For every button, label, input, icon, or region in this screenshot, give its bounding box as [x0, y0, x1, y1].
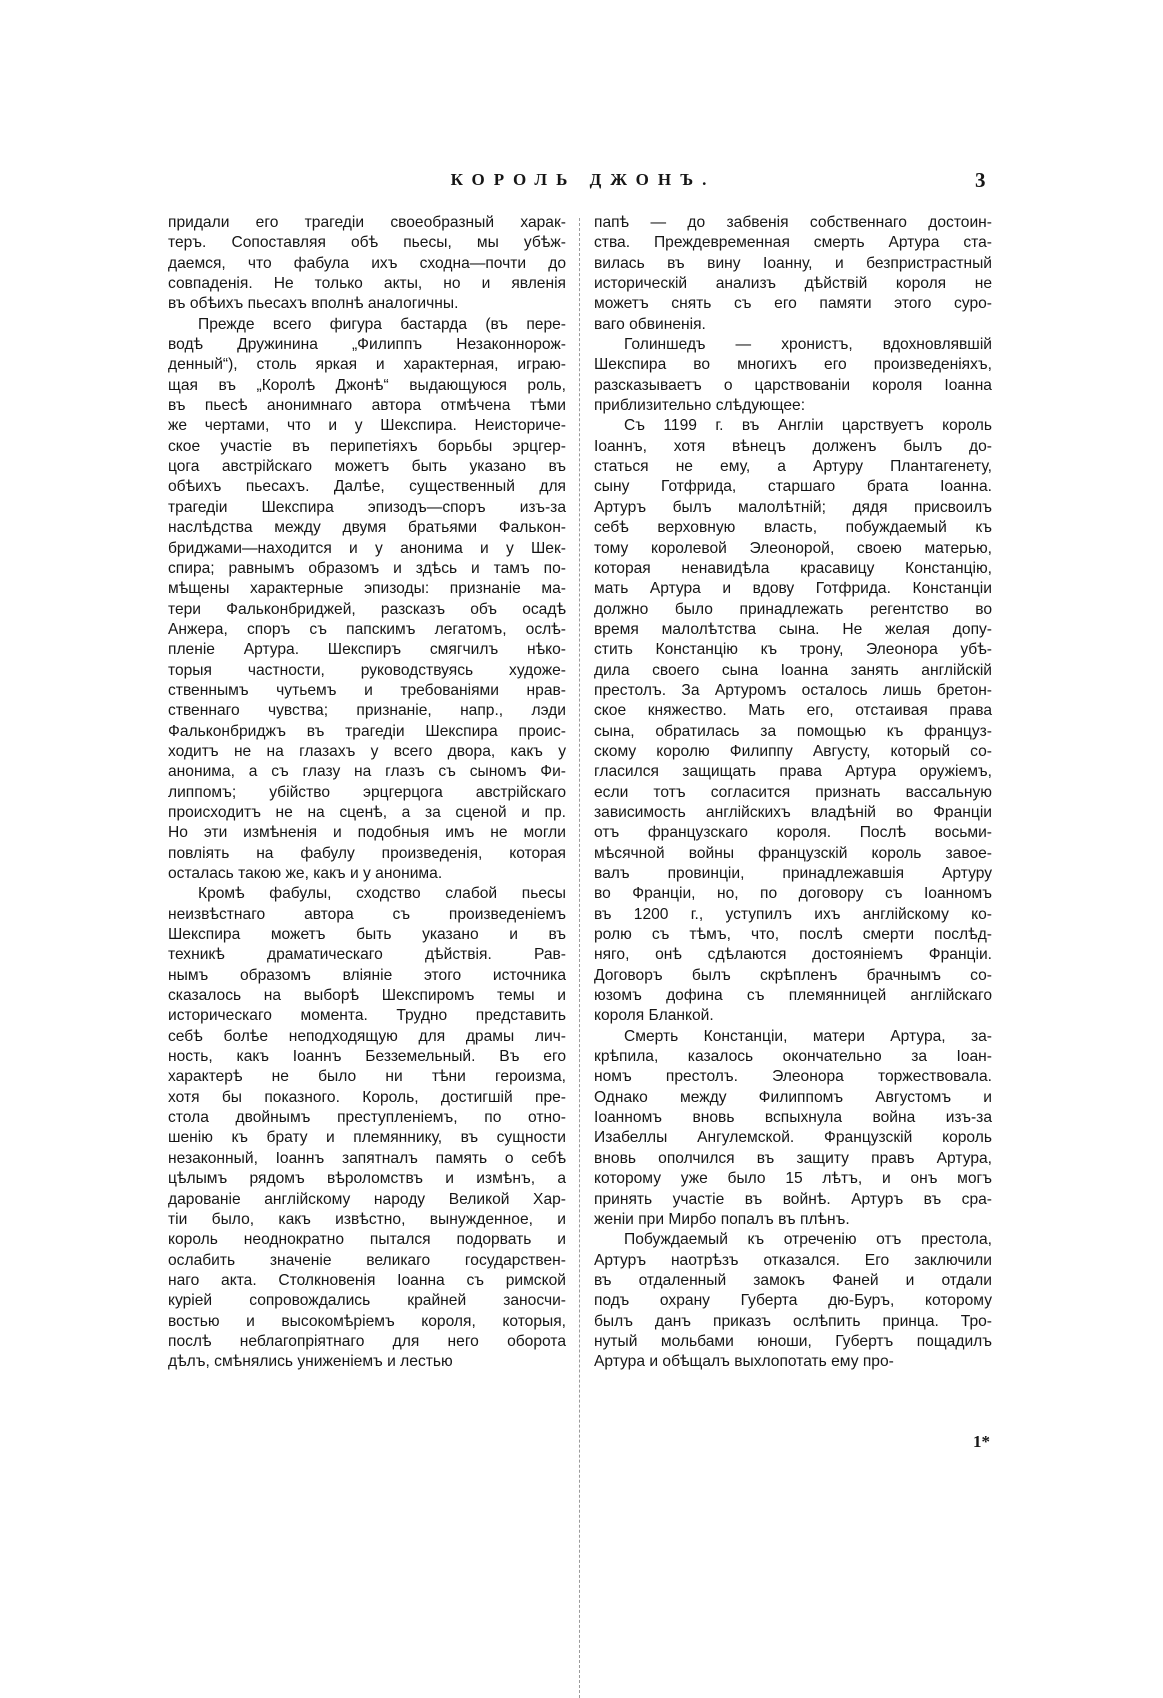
text-line: Анжера, споръ съ папскимъ легатомъ, ослѣ-: [168, 620, 566, 638]
text-line: ственнымъ чутьемъ и требованіями нрав-: [168, 681, 566, 699]
paragraph: [594, 416, 992, 1026]
text-line: сына, обратилась за помощью къ француз-: [594, 722, 992, 740]
text-line: ское княжество. Мать его, отстаивая права: [594, 702, 992, 720]
text-line: ролю съ тѣмъ, что, послѣ смерти послѣд-: [594, 926, 992, 944]
text-line: которая ненавидѣла красавицу Констанцію,: [594, 559, 992, 577]
text-line: историческій анализъ дѣйствій короля не: [594, 275, 992, 293]
text-line: трагедіи Шекспира эпизодъ—споръ изъ-за: [168, 498, 566, 516]
right-column: [594, 213, 992, 1373]
text-line: ность, какъ Іоаннъ Безземельный. Въ его: [168, 1048, 566, 1066]
text-line: должно было принадлежать регентство во: [594, 600, 992, 618]
text-line: техникѣ драматическаго дѣйствія. Рав-: [168, 946, 566, 964]
paragraph: [168, 213, 566, 315]
text-line: Но эти измѣненія и подобныя имъ не могли: [168, 824, 566, 842]
text-line: историческаго момента. Трудно представить: [168, 1007, 566, 1025]
text-line: номъ престолъ. Элеонора торжествовала.: [594, 1068, 992, 1086]
text-line: можетъ снять съ его памяти этого суро-: [594, 295, 992, 313]
text-line: ходитъ не на глазахъ у всего двора, какъ у: [168, 742, 566, 760]
text-line: тери Фальконбриджей, разсказъ объ осадѣ: [168, 600, 566, 618]
text-line: ваго обвиненія.: [594, 315, 706, 333]
running-title: КОРОЛЬ ДЖОНЪ.: [450, 170, 716, 189]
text-line: въ 1200 г., уступилъ ихъ англійскому ко-: [594, 905, 992, 923]
text-line: пленіе Артура. Шекспиръ смягчилъ нѣко-: [168, 641, 566, 659]
text-line: шенію къ брату и племяннику, въ сущности: [168, 1129, 566, 1147]
text-line: себѣ верховную власть, побуждаемый къ: [594, 519, 992, 537]
paragraph: [594, 1027, 992, 1230]
text-line: мѣщены характерные эпизоды: признаніе ма-: [168, 580, 566, 598]
text-line: гласился защищать права Артура оружіемъ,: [594, 763, 992, 781]
paragraph: [168, 884, 566, 1372]
text-line: тому королевой Элеонорой, своею матерью,: [594, 539, 992, 557]
paragraph: [168, 315, 566, 885]
paragraph: [594, 1230, 992, 1372]
paragraph: [594, 213, 992, 335]
text-line: Артуръ наотрѣзъ отказался. Его заключили: [594, 1251, 992, 1269]
text-line: престолъ. За Артуромъ осталось лишь бретон-: [594, 681, 992, 699]
text-line: Голиншедъ — хронистъ, вдохновлявшій: [624, 336, 992, 354]
text-line: стола двойнымъ преступленіемъ, по отно-: [168, 1109, 566, 1127]
text-line: Іоаннъ, хотя вѣнецъ долженъ былъ до-: [594, 437, 992, 455]
text-line: валъ провинціи, принадлежавшія Артуру: [594, 865, 992, 882]
text-line: востью и высокомѣріемъ короля, которыя,: [168, 1312, 566, 1330]
signature-mark: 1*: [973, 1432, 990, 1451]
text-line: во Франціи, но, по договору съ Іоанномъ: [594, 885, 992, 903]
text-line: былъ данъ приказъ ослѣпить принца. Тро-: [594, 1312, 992, 1330]
text-line: Артуръ былъ малолѣтній; дядя присвоилъ: [594, 498, 992, 516]
text-line: Іоанномъ вновь вспыхнула война изъ-за: [594, 1109, 992, 1127]
paragraph: [594, 335, 992, 416]
text-line: ослабить значеніе великаго государствен-: [168, 1251, 566, 1269]
text-line: повліять на фабулу произведенія, которая: [168, 844, 566, 862]
text-line: Однако между Филиппомъ Августомъ и: [594, 1088, 992, 1106]
text-line: статься не ему, а Артуру Плантагенету,: [594, 458, 992, 476]
text-line: спира; равнымъ образомъ и здѣсь и тамъ по-: [168, 559, 566, 577]
text-line: Договоръ былъ скрѣпленъ брачнымъ со-: [594, 966, 992, 984]
text-line: обѣихъ пьесахъ. Далѣе, существенный для: [168, 478, 566, 496]
text-line: которому уже было 15 лѣтъ, и онъ могъ: [594, 1170, 992, 1188]
text-line: Фальконбриджъ въ трагедіи Шекспира проис-: [168, 722, 566, 740]
text-line: ства. Преждевременная смерть Артура ста-: [594, 234, 992, 252]
text-line: Шекспира во многихъ его произведеніяхъ,: [594, 356, 992, 374]
text-line: вновь ополчился въ защиту правъ Артура,: [594, 1149, 992, 1167]
text-line: неизвѣстнаго автора съ произведеніемъ: [168, 905, 566, 923]
text-line: наслѣдства между двумя братьями Фалькон-: [168, 519, 566, 537]
text-line: вилась въ вину Іоанну, и безпристрастный: [594, 254, 992, 272]
text-line: стить Констанцію къ трону, Элеонора убѣ-: [594, 641, 992, 659]
text-line: если тотъ согласится признать вассальную: [594, 783, 992, 801]
text-line: торыя частности, руководствуясь художе-: [168, 661, 566, 679]
text-line: Артура и обѣщалъ выхлопотать ему про-: [594, 1353, 894, 1371]
text-line: незаконный, Іоаннъ запятналъ память о себѣ: [168, 1149, 566, 1167]
text-line: приблизительно слѣдующее:: [594, 397, 806, 415]
text-line: Изабеллы Ангулемской. Французскій король: [594, 1129, 992, 1147]
text-line: даемся, что фабула ихъ сходна—почти до: [168, 254, 566, 272]
text-line: Смерть Констанціи, матери Артура, за-: [624, 1027, 992, 1045]
text-line: юзомъ дофина съ племянницей англійскаго: [594, 987, 992, 1005]
page-number: 3: [975, 168, 986, 192]
text-line: послѣ неблагопріятнаго для него оборота: [168, 1332, 566, 1350]
text-line: происходитъ не на сценѣ, а за сценой и пр.: [168, 803, 566, 821]
text-line: тіи было, какъ извѣстно, вынужденное, и: [168, 1210, 566, 1228]
text-line: теръ. Сопоставляя обѣ пьесы, мы убѣж-: [168, 234, 566, 252]
text-line: ское участіе въ перипетіяхъ борьбы эрцгер-: [168, 437, 566, 455]
left-column: [168, 213, 566, 1373]
text-line: няго, онѣ сдѣлаются достояніемъ Франціи.: [594, 946, 992, 964]
text-line: нутый мольбами юноши, Губертъ пощадилъ: [594, 1332, 992, 1350]
text-line: цѣлымъ рядомъ вѣроломствъ и измѣнъ, а: [168, 1170, 566, 1188]
text-line: зависимость англійскихъ владѣній во Франціи: [594, 803, 992, 821]
text-line: анонима, а съ глазу на глазъ съ сыномъ Фи-: [168, 763, 566, 781]
text-line: Побуждаемый къ отреченію отъ престола,: [624, 1231, 992, 1249]
text-line: себѣ болѣе неподходящую для драмы лич-: [168, 1027, 566, 1045]
text-line: хотя бы показного. Король, достигшій пре-: [168, 1088, 566, 1106]
text-line: время малолѣтства сына. Не желая допу-: [594, 620, 992, 638]
text-line: въ обѣихъ пьесахъ вполнѣ аналогичны.: [168, 295, 459, 313]
text-line: скому королю Филиппу Августу, который со-: [594, 742, 992, 760]
text-line: характерѣ не было ни тѣни героизма,: [168, 1068, 566, 1086]
text-line: дѣлъ, смѣнялись униженіемъ и лестью: [168, 1353, 453, 1371]
text-line: сказалось на выборѣ Шекспиромъ темы и: [168, 987, 566, 1005]
text-line: подъ охрану Губерта дю-Буръ, которому: [594, 1292, 992, 1310]
text-line: осталась такою же, какъ и у анонима.: [168, 865, 443, 882]
text-line: дила своего сына Іоанна занять англійскій: [594, 661, 992, 679]
text-line: въ пьесѣ анонимнаго автора отмѣчена тѣми: [168, 397, 566, 415]
text-line: придали его трагедіи своеобразный харак-: [168, 214, 566, 231]
text-line: бриджами—находится и у анонима и у Шек-: [168, 539, 566, 557]
text-line: папѣ — до забвенія собственнаго достоин-: [594, 214, 992, 231]
text-line: разсказываетъ о царствованіи короля Іоанна: [594, 376, 992, 394]
text-line: Прежде всего фигура бастарда (въ пере-: [198, 315, 566, 333]
text-line: принять участіе въ войнѣ. Артуръ въ сра-: [594, 1190, 992, 1208]
text-line: липпомъ; убійство эрцгерцога австрійскаго: [168, 783, 566, 801]
text-line: Съ 1199 г. въ Англіи царствуетъ король: [624, 417, 992, 435]
text-line: наго акта. Столкновенія Іоанна съ римской: [168, 1271, 566, 1289]
text-line: водѣ Дружинина „Филиппъ Незаконнорож-: [168, 336, 566, 354]
text-line: Шекспира можетъ быть указано и въ: [168, 926, 566, 944]
text-line: король неоднократно пытался подорвать и: [168, 1231, 566, 1249]
text-line: мѣсячной войны французскій король завое-: [594, 844, 992, 862]
column-divider: [579, 218, 580, 1698]
text-line: сыну Готфрида, старшаго брата Іоанна.: [594, 478, 992, 496]
text-line: Кромѣ фабулы, сходство слабой пьесы: [198, 885, 566, 903]
text-line: отъ французскаго короля. Послѣ восьми-: [594, 824, 992, 842]
text-line: денный“), столь яркая и характерная, играю-: [168, 356, 566, 374]
text-line: дарованіе англійскому народу Великой Хар-: [168, 1190, 566, 1208]
text-line: короля Бланкой.: [594, 1007, 714, 1025]
text-line: куріей сопровождались крайней заносчи-: [168, 1292, 566, 1310]
text-line: нымъ образомъ вліяніе этого источника: [168, 966, 566, 984]
text-line: совпаденія. Не только акты, но и явленія: [168, 275, 566, 293]
text-line: же чертами, что и у Шекспира. Неисториче-: [168, 417, 566, 435]
text-line: въ отдаленный замокъ Фаней и отдали: [594, 1271, 992, 1289]
text-line: щая въ „Королѣ Джонѣ“ выдающуюся роль,: [168, 376, 566, 394]
text-line: женіи при Мирбо попалъ въ плѣнъ.: [594, 1210, 850, 1228]
text-line: крѣпила, казалось окончательно за Іоан-: [594, 1048, 992, 1066]
text-line: ственнаго чувства; признаніе, напр., лэди: [168, 702, 566, 720]
text-line: мать Артура и вдову Готфрида. Констанціи: [594, 580, 992, 598]
text-line: цога австрійскаго можетъ быть указано въ: [168, 458, 566, 476]
